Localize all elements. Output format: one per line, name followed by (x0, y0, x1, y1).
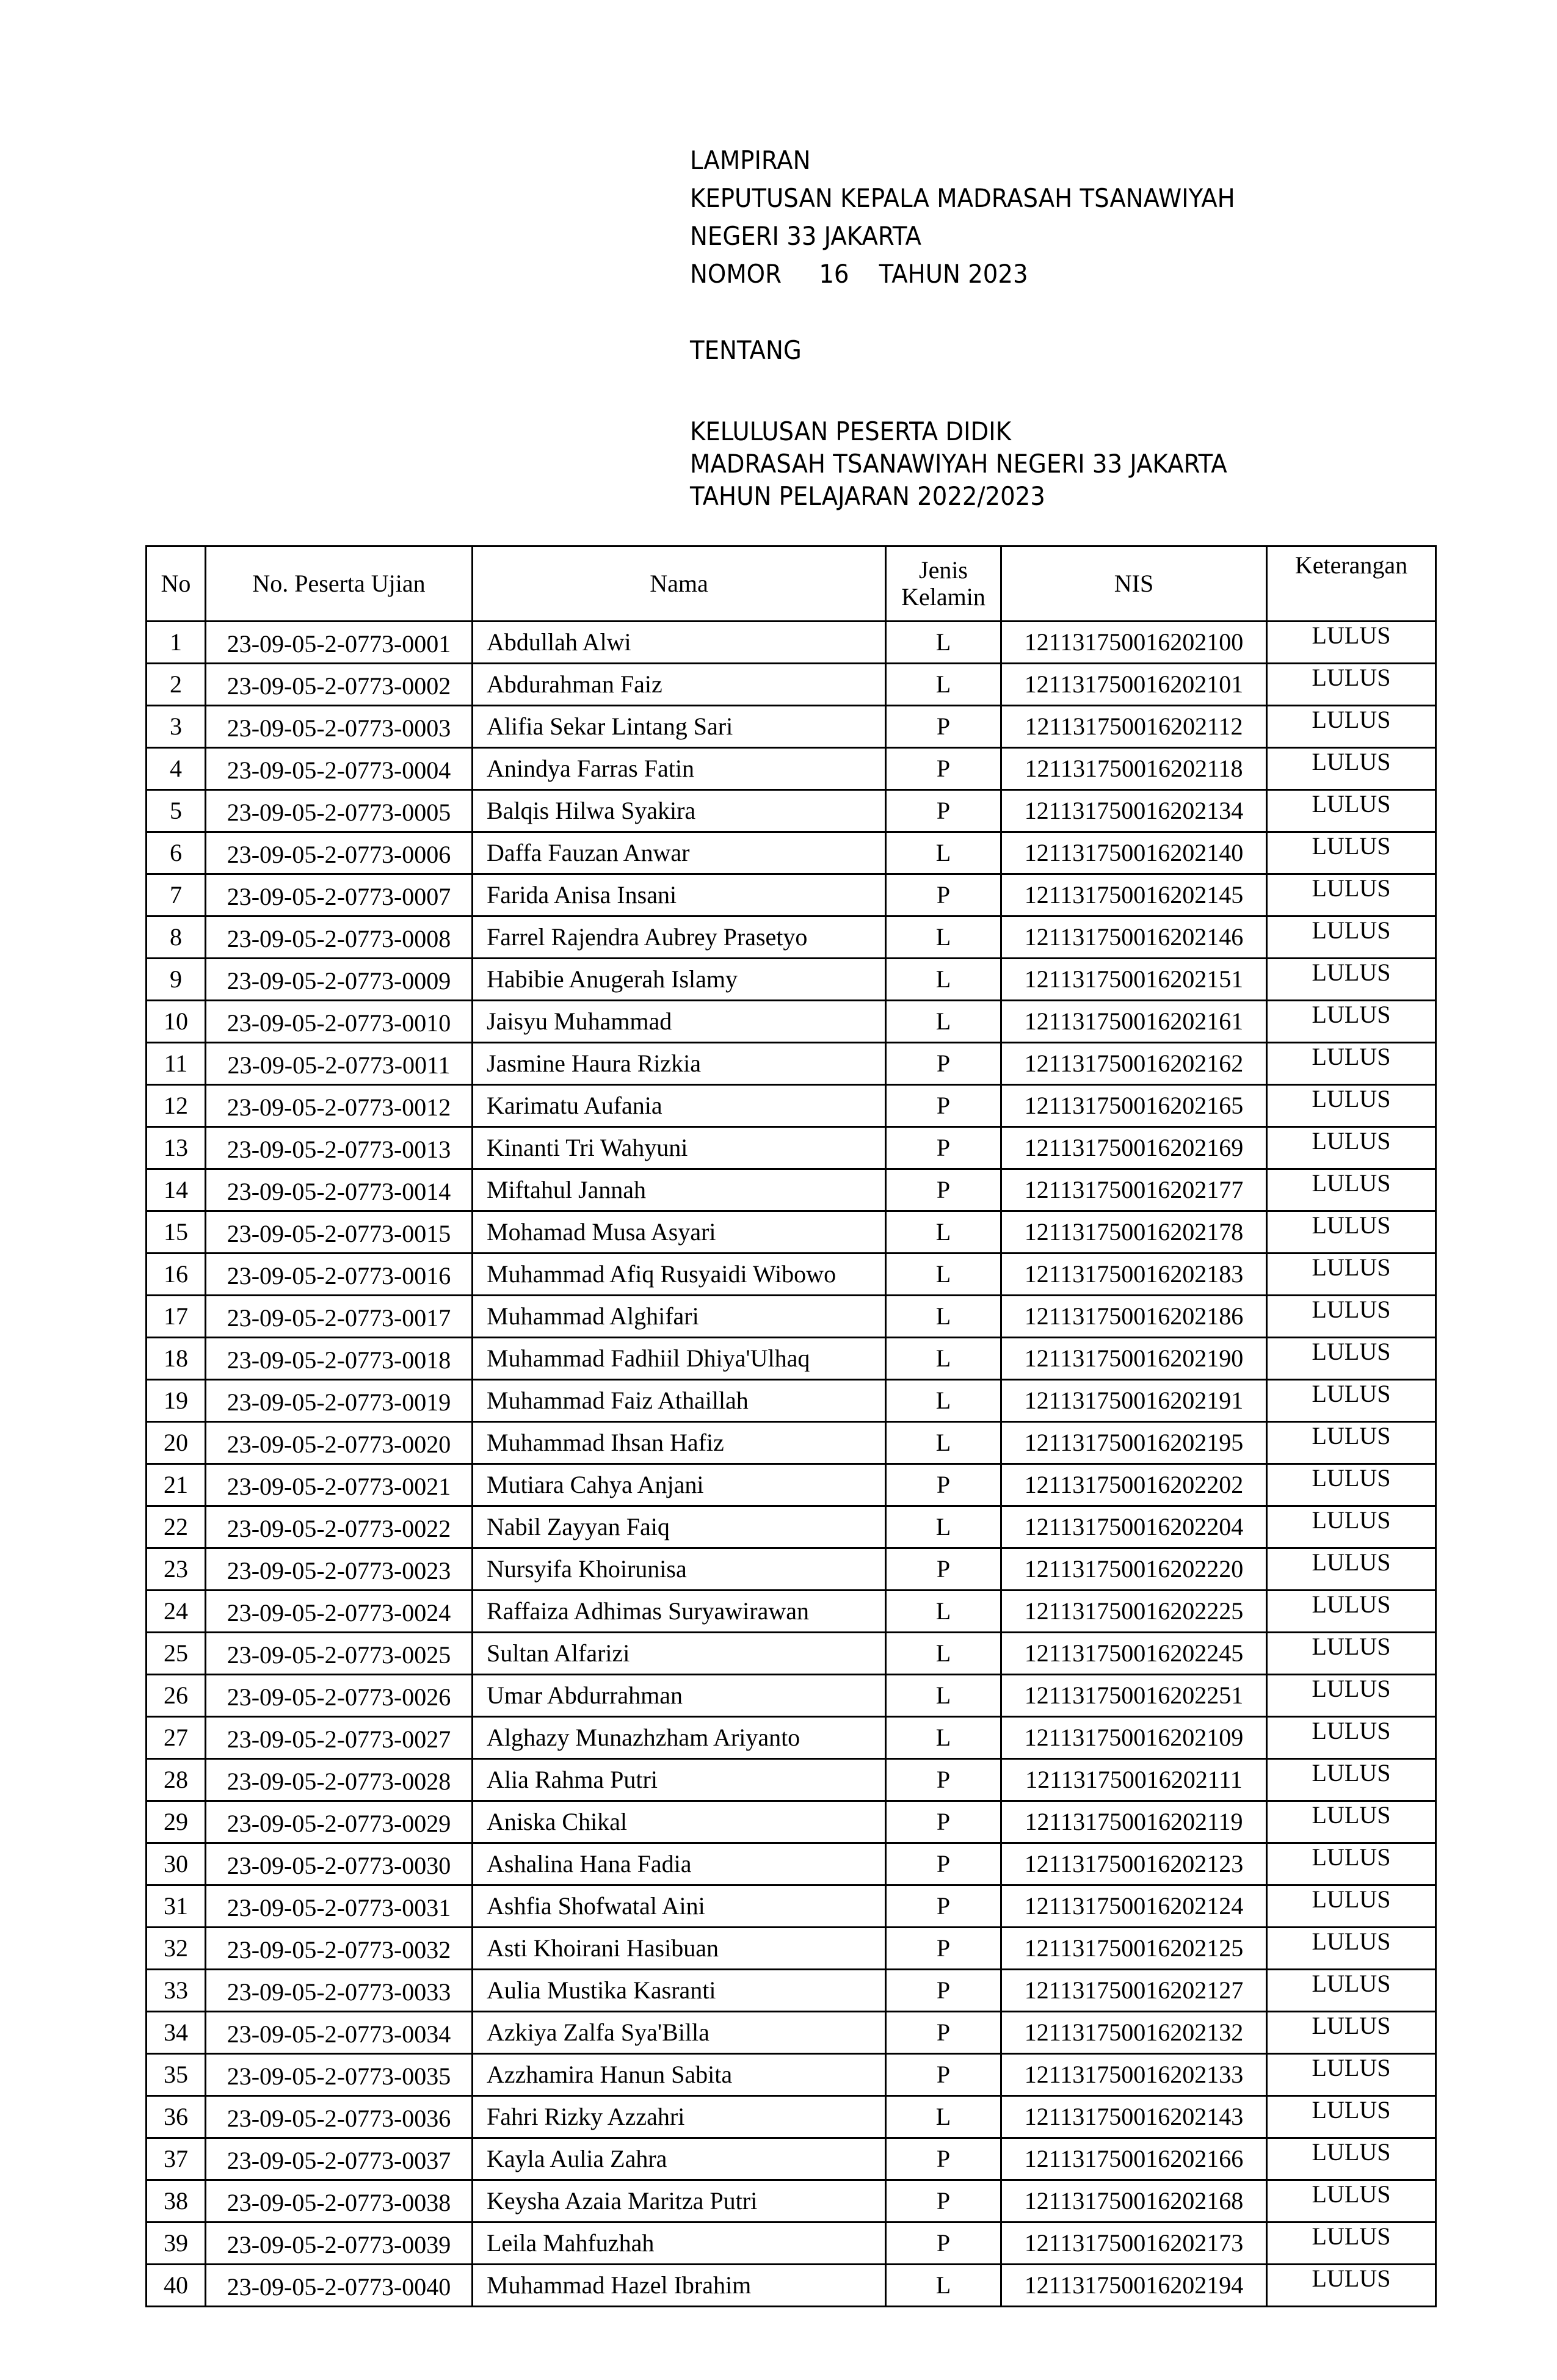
cell-name: Karimatu Aufania (473, 1085, 886, 1127)
cell-gender: L (886, 832, 1001, 874)
cell-nis: 121131750016202251 (1001, 1675, 1267, 1717)
cell-gender: L (886, 1001, 1001, 1043)
cell-name: Ashalina Hana Fadia (473, 1843, 886, 1885)
cell-no: 28 (147, 1759, 206, 1801)
cell-nis: 121131750016202225 (1001, 1591, 1267, 1633)
table-header-row (147, 546, 1436, 622)
cell-exam-number: 23-09-05-2-0773-0018 (206, 1338, 473, 1380)
cell-name: Balqis Hilwa Syakira (473, 790, 886, 832)
table-row (147, 1885, 1436, 1928)
cell-nis: 121131750016202143 (1001, 2096, 1267, 2138)
cell-exam-number: 23-09-05-2-0773-0004 (206, 748, 473, 790)
cell-gender: P (886, 1801, 1001, 1843)
cell-nis: 121131750016202132 (1001, 2012, 1267, 2054)
cell-name: Muhammad Alghifari (473, 1296, 886, 1338)
cell-gender: P (886, 1548, 1001, 1591)
cell-status: LULUS (1267, 790, 1436, 832)
tentang-label: TENTANG (690, 335, 802, 365)
cell-status: LULUS (1267, 2012, 1436, 2054)
cell-name: Abdullah Alwi (473, 622, 886, 664)
cell-nis: 121131750016202194 (1001, 2265, 1267, 2307)
cell-gender: P (886, 2054, 1001, 2096)
cell-status: LULUS (1267, 2138, 1436, 2180)
cell-nis: 121131750016202145 (1001, 874, 1267, 916)
cell-nis: 121131750016202140 (1001, 832, 1267, 874)
cell-gender: L (886, 2096, 1001, 2138)
cell-gender: L (886, 664, 1001, 706)
cell-nis: 121131750016202245 (1001, 1633, 1267, 1675)
cell-nis: 121131750016202173 (1001, 2222, 1267, 2265)
cell-exam-number: 23-09-05-2-0773-0025 (206, 1633, 473, 1675)
cell-exam-number: 23-09-05-2-0773-0034 (206, 2012, 473, 2054)
table-row (147, 1970, 1436, 2012)
cell-nis: 121131750016202177 (1001, 1169, 1267, 1211)
table-row (147, 2180, 1436, 2222)
graduation-table (145, 545, 1437, 2307)
cell-no: 10 (147, 1001, 206, 1043)
table-row (147, 2138, 1436, 2180)
cell-status: LULUS (1267, 1717, 1436, 1759)
cell-no: 19 (147, 1380, 206, 1422)
cell-nis: 121131750016202109 (1001, 1717, 1267, 1759)
col-header-no: No (147, 546, 206, 622)
cell-status: LULUS (1267, 1296, 1436, 1338)
cell-name: Jaisyu Muhammad (473, 1001, 886, 1043)
table-row (147, 1801, 1436, 1843)
cell-status: LULUS (1267, 1001, 1436, 1043)
cell-status: LULUS (1267, 1548, 1436, 1591)
decree-title: KEPUTUSAN KEPALA MADRASAH TSANAWIYAH (690, 183, 1235, 213)
cell-gender: L (886, 622, 1001, 664)
cell-name: Mutiara Cahya Anjani (473, 1464, 886, 1506)
cell-name: Mohamad Musa Asyari (473, 1211, 886, 1253)
cell-no: 37 (147, 2138, 206, 2180)
cell-name: Nursyifa Khoirunisa (473, 1548, 886, 1591)
cell-status: LULUS (1267, 1759, 1436, 1801)
cell-name: Aulia Mustika Kasranti (473, 1970, 886, 2012)
cell-name: Muhammad Fadhiil Dhiya'Ulhaq (473, 1338, 886, 1380)
cell-nis: 121131750016202125 (1001, 1928, 1267, 1970)
cell-nis: 121131750016202133 (1001, 2054, 1267, 2096)
cell-exam-number: 23-09-05-2-0773-0003 (206, 706, 473, 748)
table-row (147, 1169, 1436, 1211)
table-row (147, 1633, 1436, 1675)
cell-gender: P (886, 748, 1001, 790)
cell-no: 16 (147, 1253, 206, 1296)
cell-exam-number: 23-09-05-2-0773-0028 (206, 1759, 473, 1801)
cell-status: LULUS (1267, 2096, 1436, 2138)
cell-no: 21 (147, 1464, 206, 1506)
table-row (147, 1928, 1436, 1970)
cell-status: LULUS (1267, 1338, 1436, 1380)
cell-name: Raffaiza Adhimas Suryawirawan (473, 1591, 886, 1633)
cell-nis: 121131750016202161 (1001, 1001, 1267, 1043)
table-row (147, 1338, 1436, 1380)
cell-nis: 121131750016202146 (1001, 916, 1267, 959)
table-row (147, 1506, 1436, 1548)
cell-exam-number: 23-09-05-2-0773-0039 (206, 2222, 473, 2265)
cell-status: LULUS (1267, 1211, 1436, 1253)
cell-no: 38 (147, 2180, 206, 2222)
cell-gender: P (886, 790, 1001, 832)
cell-exam-number: 23-09-05-2-0773-0015 (206, 1211, 473, 1253)
table-row (147, 1422, 1436, 1464)
cell-status: LULUS (1267, 1801, 1436, 1843)
cell-exam-number: 23-09-05-2-0773-0006 (206, 832, 473, 874)
cell-no: 18 (147, 1338, 206, 1380)
cell-nis: 121131750016202166 (1001, 2138, 1267, 2180)
cell-status: LULUS (1267, 1464, 1436, 1506)
cell-exam-number: 23-09-05-2-0773-0035 (206, 2054, 473, 2096)
cell-status: LULUS (1267, 1970, 1436, 2012)
cell-nis: 121131750016202168 (1001, 2180, 1267, 2222)
cell-status: LULUS (1267, 2265, 1436, 2307)
cell-name: Miftahul Jannah (473, 1169, 886, 1211)
cell-gender: P (886, 874, 1001, 916)
cell-nis: 121131750016202162 (1001, 1043, 1267, 1085)
cell-exam-number: 23-09-05-2-0773-0026 (206, 1675, 473, 1717)
cell-nis: 121131750016202119 (1001, 1801, 1267, 1843)
cell-exam-number: 23-09-05-2-0773-0031 (206, 1885, 473, 1928)
col-header-nis: NIS (1001, 546, 1267, 622)
cell-exam-number: 23-09-05-2-0773-0021 (206, 1464, 473, 1506)
cell-nis: 121131750016202111 (1001, 1759, 1267, 1801)
cell-nis: 121131750016202112 (1001, 706, 1267, 748)
cell-no: 8 (147, 916, 206, 959)
cell-gender: L (886, 1506, 1001, 1548)
cell-gender: P (886, 1843, 1001, 1885)
cell-name: Anindya Farras Fatin (473, 748, 886, 790)
cell-gender: L (886, 1591, 1001, 1633)
table-row (147, 622, 1436, 664)
cell-exam-number: 23-09-05-2-0773-0012 (206, 1085, 473, 1127)
cell-nis: 121131750016202151 (1001, 959, 1267, 1001)
cell-status: LULUS (1267, 706, 1436, 748)
cell-nis: 121131750016202165 (1001, 1085, 1267, 1127)
table-row (147, 1127, 1436, 1169)
table-row (147, 959, 1436, 1001)
cell-no: 39 (147, 2222, 206, 2265)
cell-no: 20 (147, 1422, 206, 1464)
cell-exam-number: 23-09-05-2-0773-0038 (206, 2180, 473, 2222)
cell-no: 11 (147, 1043, 206, 1085)
cell-status: LULUS (1267, 1591, 1436, 1633)
col-header-gender: Jenis Kelamin (886, 546, 1001, 622)
cell-exam-number: 23-09-05-2-0773-0008 (206, 916, 473, 959)
cell-exam-number: 23-09-05-2-0773-0029 (206, 1801, 473, 1843)
cell-nis: 121131750016202183 (1001, 1253, 1267, 1296)
cell-name: Alghazy Munazhzham Ariyanto (473, 1717, 886, 1759)
table-row (147, 832, 1436, 874)
cell-name: Farida Anisa Insani (473, 874, 886, 916)
cell-gender: P (886, 2138, 1001, 2180)
cell-no: 6 (147, 832, 206, 874)
cell-gender: P (886, 1885, 1001, 1928)
cell-status: LULUS (1267, 1885, 1436, 1928)
cell-no: 3 (147, 706, 206, 748)
cell-nis: 121131750016202190 (1001, 1338, 1267, 1380)
cell-exam-number: 23-09-05-2-0773-0037 (206, 2138, 473, 2180)
cell-nis: 121131750016202204 (1001, 1506, 1267, 1548)
cell-gender: P (886, 1127, 1001, 1169)
cell-name: Asti Khoirani Hasibuan (473, 1928, 886, 1970)
cell-gender: P (886, 706, 1001, 748)
col-header-name: Nama (473, 546, 886, 622)
cell-name: Keysha Azaia Maritza Putri (473, 2180, 886, 2222)
cell-status: LULUS (1267, 1085, 1436, 1127)
subject-line-2: MADRASAH TSANAWIYAH NEGERI 33 JAKARTA (690, 449, 1227, 479)
table-row (147, 1253, 1436, 1296)
cell-exam-number: 23-09-05-2-0773-0001 (206, 622, 473, 664)
subject-line-3: TAHUN PELAJARAN 2022/2023 (690, 481, 1045, 511)
cell-gender: P (886, 1759, 1001, 1801)
cell-name: Sultan Alfarizi (473, 1633, 886, 1675)
cell-nis: 121131750016202100 (1001, 622, 1267, 664)
cell-nis: 121131750016202220 (1001, 1548, 1267, 1591)
lampiran-label: LAMPIRAN (690, 145, 811, 175)
cell-name: Habibie Anugerah Islamy (473, 959, 886, 1001)
cell-status: LULUS (1267, 1380, 1436, 1422)
cell-exam-number: 23-09-05-2-0773-0027 (206, 1717, 473, 1759)
cell-no: 27 (147, 1717, 206, 1759)
cell-no: 30 (147, 1843, 206, 1885)
cell-gender: L (886, 1422, 1001, 1464)
cell-nis: 121131750016202101 (1001, 664, 1267, 706)
cell-exam-number: 23-09-05-2-0773-0016 (206, 1253, 473, 1296)
cell-no: 29 (147, 1801, 206, 1843)
cell-name: Ashfia Shofwatal Aini (473, 1885, 886, 1928)
cell-name: Nabil Zayyan Faiq (473, 1506, 886, 1548)
cell-gender: L (886, 1253, 1001, 1296)
cell-nis: 121131750016202118 (1001, 748, 1267, 790)
table-row (147, 748, 1436, 790)
table-row (147, 1548, 1436, 1591)
table-row (147, 1591, 1436, 1633)
cell-exam-number: 23-09-05-2-0773-0019 (206, 1380, 473, 1422)
cell-name: Alifia Sekar Lintang Sari (473, 706, 886, 748)
cell-no: 12 (147, 1085, 206, 1127)
cell-exam-number: 23-09-05-2-0773-0024 (206, 1591, 473, 1633)
cell-name: Fahri Rizky Azzahri (473, 2096, 886, 2138)
cell-name: Azkiya Zalfa Sya'Billa (473, 2012, 886, 2054)
cell-gender: L (886, 1675, 1001, 1717)
cell-no: 17 (147, 1296, 206, 1338)
cell-status: LULUS (1267, 1253, 1436, 1296)
table-row (147, 2012, 1436, 2054)
cell-no: 24 (147, 1591, 206, 1633)
cell-nis: 121131750016202202 (1001, 1464, 1267, 1506)
cell-status: LULUS (1267, 1506, 1436, 1548)
table-row (147, 1675, 1436, 1717)
cell-exam-number: 23-09-05-2-0773-0020 (206, 1422, 473, 1464)
cell-no: 23 (147, 1548, 206, 1591)
cell-status: LULUS (1267, 1127, 1436, 1169)
cell-gender: L (886, 1380, 1001, 1422)
table-row (147, 874, 1436, 916)
table-row (147, 1043, 1436, 1085)
cell-nis: 121131750016202178 (1001, 1211, 1267, 1253)
cell-no: 25 (147, 1633, 206, 1675)
cell-no: 15 (147, 1211, 206, 1253)
cell-no: 4 (147, 748, 206, 790)
table-row (147, 1464, 1436, 1506)
cell-nis: 121131750016202124 (1001, 1885, 1267, 1928)
cell-no: 22 (147, 1506, 206, 1548)
cell-nis: 121131750016202123 (1001, 1843, 1267, 1885)
cell-name: Kayla Aulia Zahra (473, 2138, 886, 2180)
cell-no: 35 (147, 2054, 206, 2096)
col-header-exam-number: No. Peserta Ujian (206, 546, 473, 622)
cell-status: LULUS (1267, 664, 1436, 706)
cell-exam-number: 23-09-05-2-0773-0007 (206, 874, 473, 916)
cell-gender: P (886, 1464, 1001, 1506)
cell-status: LULUS (1267, 959, 1436, 1001)
cell-nis: 121131750016202186 (1001, 1296, 1267, 1338)
cell-status: LULUS (1267, 2222, 1436, 2265)
cell-status: LULUS (1267, 748, 1436, 790)
cell-no: 31 (147, 1885, 206, 1928)
cell-no: 14 (147, 1169, 206, 1211)
table-row (147, 790, 1436, 832)
cell-nis: 121131750016202127 (1001, 1970, 1267, 2012)
subject-line-1: KELULUSAN PESERTA DIDIK (690, 416, 1012, 446)
cell-gender: P (886, 1970, 1001, 2012)
cell-no: 34 (147, 2012, 206, 2054)
cell-status: LULUS (1267, 1928, 1436, 1970)
cell-name: Muhammad Afiq Rusyaidi Wibowo (473, 1253, 886, 1296)
table-row (147, 1085, 1436, 1127)
cell-name: Muhammad Hazel Ibrahim (473, 2265, 886, 2307)
cell-status: LULUS (1267, 1633, 1436, 1675)
decree-institution: NEGERI 33 JAKARTA (690, 221, 921, 251)
cell-status: LULUS (1267, 1422, 1436, 1464)
cell-gender: L (886, 1633, 1001, 1675)
cell-name: Kinanti Tri Wahyuni (473, 1127, 886, 1169)
table-row (147, 706, 1436, 748)
cell-gender: L (886, 1296, 1001, 1338)
cell-status: LULUS (1267, 1675, 1436, 1717)
cell-gender: P (886, 2180, 1001, 2222)
cell-gender: L (886, 1717, 1001, 1759)
cell-status: LULUS (1267, 1043, 1436, 1085)
table-row (147, 1717, 1436, 1759)
table-row (147, 916, 1436, 959)
cell-no: 26 (147, 1675, 206, 1717)
cell-name: Azzhamira Hanun Sabita (473, 2054, 886, 2096)
cell-nis: 121131750016202169 (1001, 1127, 1267, 1169)
table-row (147, 1296, 1436, 1338)
table-row (147, 2222, 1436, 2265)
cell-exam-number: 23-09-05-2-0773-0017 (206, 1296, 473, 1338)
cell-no: 2 (147, 664, 206, 706)
cell-exam-number: 23-09-05-2-0773-0002 (206, 664, 473, 706)
cell-status: LULUS (1267, 1843, 1436, 1885)
cell-status: LULUS (1267, 1169, 1436, 1211)
cell-name: Muhammad Ihsan Hafiz (473, 1422, 886, 1464)
col-header-status: Keterangan (1267, 546, 1436, 622)
cell-name: Farrel Rajendra Aubrey Prasetyo (473, 916, 886, 959)
cell-gender: P (886, 2222, 1001, 2265)
cell-status: LULUS (1267, 916, 1436, 959)
cell-exam-number: 23-09-05-2-0773-0014 (206, 1169, 473, 1211)
cell-gender: P (886, 1085, 1001, 1127)
cell-exam-number: 23-09-05-2-0773-0033 (206, 1970, 473, 2012)
table-row (147, 1843, 1436, 1885)
cell-no: 36 (147, 2096, 206, 2138)
cell-name: Jasmine Haura Rizkia (473, 1043, 886, 1085)
cell-nis: 121131750016202195 (1001, 1422, 1267, 1464)
table-row (147, 2054, 1436, 2096)
table-row (147, 664, 1436, 706)
cell-no: 5 (147, 790, 206, 832)
cell-no: 13 (147, 1127, 206, 1169)
cell-no: 7 (147, 874, 206, 916)
cell-exam-number: 23-09-05-2-0773-0009 (206, 959, 473, 1001)
cell-no: 9 (147, 959, 206, 1001)
cell-name: Muhammad Faiz Athaillah (473, 1380, 886, 1422)
cell-no: 33 (147, 1970, 206, 2012)
table-row (147, 1001, 1436, 1043)
cell-status: LULUS (1267, 2180, 1436, 2222)
cell-name: Umar Abdurrahman (473, 1675, 886, 1717)
cell-no: 1 (147, 622, 206, 664)
cell-gender: P (886, 1043, 1001, 1085)
cell-no: 40 (147, 2265, 206, 2307)
cell-status: LULUS (1267, 622, 1436, 664)
cell-gender: L (886, 959, 1001, 1001)
cell-exam-number: 23-09-05-2-0773-0036 (206, 2096, 473, 2138)
table-row (147, 1380, 1436, 1422)
cell-gender: P (886, 1928, 1001, 1970)
cell-exam-number: 23-09-05-2-0773-0005 (206, 790, 473, 832)
cell-gender: P (886, 1169, 1001, 1211)
cell-exam-number: 23-09-05-2-0773-0030 (206, 1843, 473, 1885)
cell-status: LULUS (1267, 2054, 1436, 2096)
table-row (147, 2265, 1436, 2307)
table-row (147, 1759, 1436, 1801)
cell-exam-number: 23-09-05-2-0773-0032 (206, 1928, 473, 1970)
cell-nis: 121131750016202191 (1001, 1380, 1267, 1422)
cell-exam-number: 23-09-05-2-0773-0013 (206, 1127, 473, 1169)
cell-gender: L (886, 2265, 1001, 2307)
cell-status: LULUS (1267, 874, 1436, 916)
cell-gender: L (886, 1338, 1001, 1380)
cell-exam-number: 23-09-05-2-0773-0011 (206, 1043, 473, 1085)
table-row (147, 1211, 1436, 1253)
decree-number: NOMOR 16 TAHUN 2023 (690, 259, 1028, 289)
cell-gender: L (886, 1211, 1001, 1253)
cell-no: 32 (147, 1928, 206, 1970)
cell-name: Alia Rahma Putri (473, 1759, 886, 1801)
cell-name: Abdurahman Faiz (473, 664, 886, 706)
cell-exam-number: 23-09-05-2-0773-0040 (206, 2265, 473, 2307)
cell-gender: P (886, 2012, 1001, 2054)
cell-name: Aniska Chikal (473, 1801, 886, 1843)
cell-gender: L (886, 916, 1001, 959)
table-row (147, 2096, 1436, 2138)
cell-name: Daffa Fauzan Anwar (473, 832, 886, 874)
cell-exam-number: 23-09-05-2-0773-0010 (206, 1001, 473, 1043)
cell-name: Leila Mahfuzhah (473, 2222, 886, 2265)
cell-nis: 121131750016202134 (1001, 790, 1267, 832)
cell-status: LULUS (1267, 832, 1436, 874)
cell-exam-number: 23-09-05-2-0773-0022 (206, 1506, 473, 1548)
cell-exam-number: 23-09-05-2-0773-0023 (206, 1548, 473, 1591)
